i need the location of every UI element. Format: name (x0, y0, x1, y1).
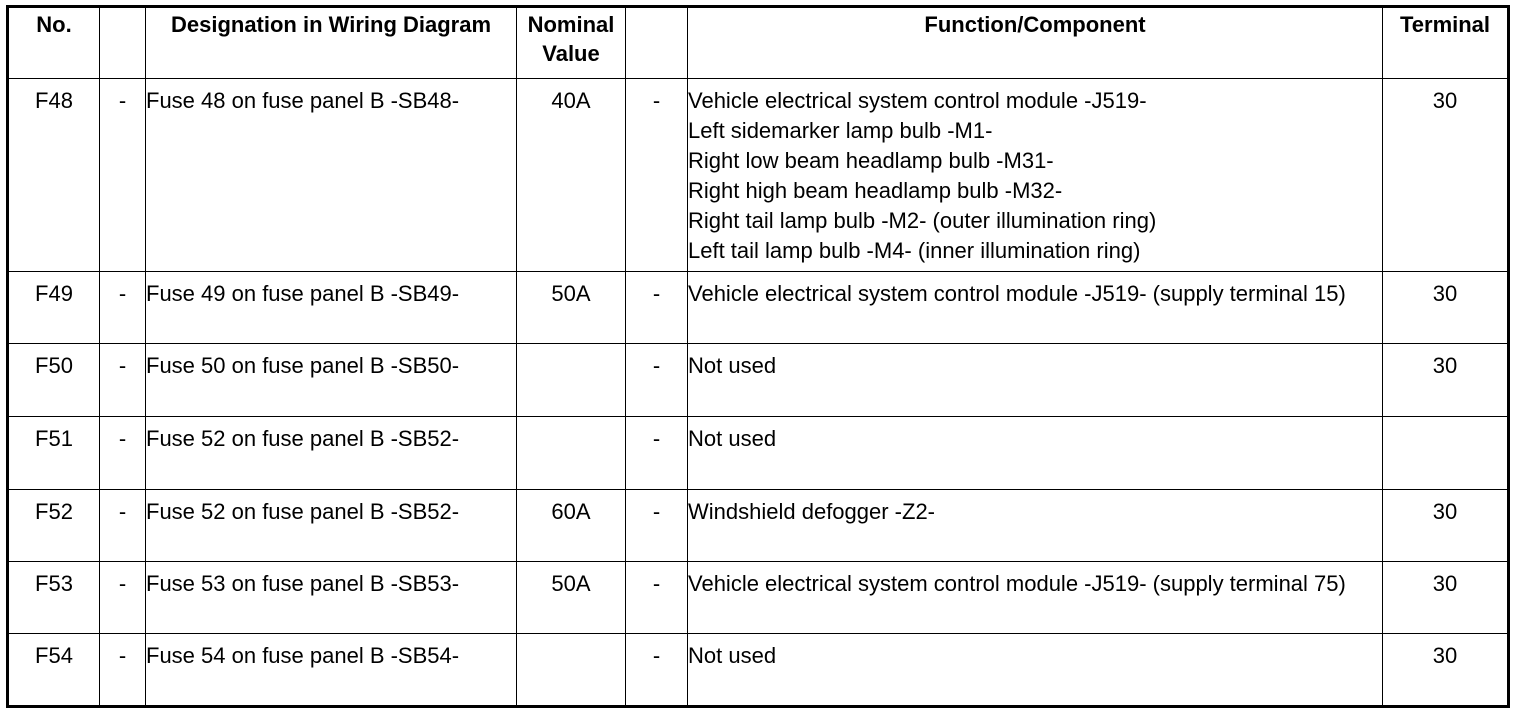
cell-designation: Fuse 49 on fuse panel B -SB49- (146, 272, 517, 344)
cell-dash-1: - (100, 344, 146, 417)
cell-nominal-value (517, 417, 626, 490)
cell-terminal: 30 (1383, 272, 1509, 344)
cell-nominal-value: 50A (517, 562, 626, 634)
function-line: Right high beam headlamp bulb -M32- (688, 178, 1063, 203)
cell-dash-1: - (100, 417, 146, 490)
cell-function (688, 490, 1383, 562)
cell-dash-1: - (100, 562, 146, 634)
table-header (8, 7, 1509, 79)
cell-dash-1: - (100, 490, 146, 562)
cell-dash-2: - (626, 272, 688, 344)
function-line: Right tail lamp bulb -M2- (outer illumination ring) (688, 208, 1157, 233)
cell-nominal-value (517, 634, 626, 707)
cell-dash-2: - (626, 562, 688, 634)
table-row (8, 344, 1509, 417)
table-body (8, 79, 1509, 707)
cell-designation: Fuse 52 on fuse panel B -SB52- (146, 417, 517, 490)
function-line: Vehicle electrical system control module -J519- (supply terminal 15) (688, 281, 1346, 306)
header-function-component: Function/Component (688, 7, 1383, 79)
function-line: Not used (688, 426, 777, 451)
header-nominal-value: Nominal Value (517, 7, 626, 79)
cell-dash-2: - (626, 417, 688, 490)
table-row (8, 272, 1509, 344)
cell-dash-2: - (626, 344, 688, 417)
cell-designation: Fuse 52 on fuse panel B -SB52- (146, 490, 517, 562)
cell-designation: Fuse 48 on fuse panel B -SB48- (146, 79, 517, 272)
cell-nominal-value: 40A (517, 79, 626, 272)
cell-dash-2: - (626, 79, 688, 272)
header-designation: Designation in Wiring Diagram (146, 7, 517, 79)
cell-dash-2: - (626, 634, 688, 707)
cell-terminal: 30 (1383, 79, 1509, 272)
function-line: Right low beam headlamp bulb -M31- (688, 148, 1054, 173)
cell-dash-1: - (100, 634, 146, 707)
table-row (8, 79, 1509, 272)
cell-designation: Fuse 54 on fuse panel B -SB54- (146, 634, 517, 707)
header-terminal: Terminal (1383, 7, 1509, 79)
cell-dash-1: - (100, 79, 146, 272)
header-blank-2 (626, 7, 688, 79)
cell-function (688, 272, 1383, 344)
cell-fuse-number: F54 (8, 634, 100, 707)
cell-function (688, 562, 1383, 634)
cell-designation: Fuse 50 on fuse panel B -SB50- (146, 344, 517, 417)
cell-dash-1: - (100, 272, 146, 344)
function-line: Not used (688, 643, 777, 668)
cell-terminal: 30 (1383, 344, 1509, 417)
function-line: Vehicle electrical system control module -J519- (supply terminal 75) (688, 571, 1346, 596)
function-line: Windshield defogger -Z2- (688, 499, 936, 524)
function-line: Not used (688, 353, 777, 378)
cell-terminal: 30 (1383, 490, 1509, 562)
function-line: Left tail lamp bulb -M4- (inner illumination ring) (688, 238, 1141, 263)
table-row (8, 634, 1509, 707)
cell-nominal-value: 60A (517, 490, 626, 562)
cell-function (688, 79, 1383, 272)
function-line: Vehicle electrical system control module -J519- (688, 88, 1147, 113)
cell-function (688, 344, 1383, 417)
cell-function (688, 634, 1383, 707)
header-no: No. (8, 7, 100, 79)
cell-fuse-number: F51 (8, 417, 100, 490)
cell-fuse-number: F48 (8, 79, 100, 272)
cell-terminal: 30 (1383, 634, 1509, 707)
cell-fuse-number: F53 (8, 562, 100, 634)
cell-function (688, 417, 1383, 490)
fuse-table (6, 5, 1510, 708)
table-row (8, 417, 1509, 490)
cell-nominal-value (517, 344, 626, 417)
header-row (8, 7, 1509, 79)
cell-dash-2: - (626, 490, 688, 562)
cell-designation: Fuse 53 on fuse panel B -SB53- (146, 562, 517, 634)
cell-nominal-value: 50A (517, 272, 626, 344)
cell-terminal: 30 (1383, 562, 1509, 634)
table-row (8, 562, 1509, 634)
cell-terminal (1383, 417, 1509, 490)
cell-fuse-number: F50 (8, 344, 100, 417)
header-blank-1 (100, 7, 146, 79)
cell-fuse-number: F49 (8, 272, 100, 344)
table-row (8, 490, 1509, 562)
cell-fuse-number: F52 (8, 490, 100, 562)
function-line: Left sidemarker lamp bulb -M1- (688, 118, 993, 143)
